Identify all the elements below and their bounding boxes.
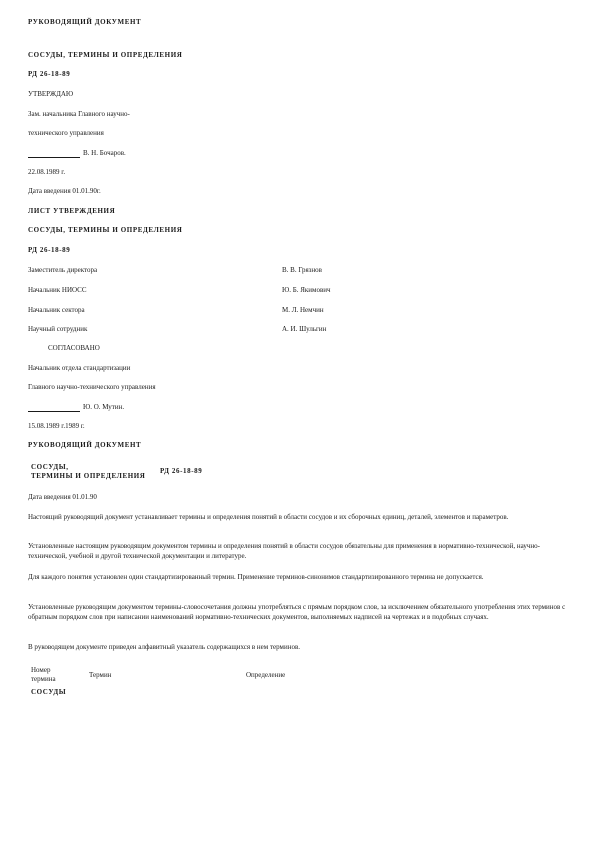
paragraph: Установленные настоящим руководящим документом термины и определения понятий в области сосудов обязательны для применения в нормативно-технической, научно-технической, учебной и другой технической документации и литературе. bbox=[28, 542, 540, 560]
table-header-number-line1: Номер bbox=[31, 666, 51, 674]
doc-type-heading: РУКОВОДЯЩИЙ ДОКУМЕНТ bbox=[28, 18, 142, 26]
document-type-heading: РУКОВОДЯЩИЙ ДОКУМЕНТ bbox=[28, 441, 142, 449]
agreed-position-line2: Главного научно-технического управления bbox=[28, 383, 156, 391]
agreed-position-line1: Начальник отдела стандартизации bbox=[28, 364, 131, 372]
table-header-term: Термин bbox=[89, 671, 112, 679]
approval-position-line1: Зам. начальника Главного научно- bbox=[28, 110, 130, 118]
agreed-label: СОГЛАСОВАНО bbox=[48, 344, 100, 352]
sheet-title: СОСУДЫ, ТЕРМИНЫ И ОПРЕДЕЛЕНИЯ bbox=[28, 226, 183, 234]
agreed-date: 15.08.1989 г.1989 г. bbox=[28, 422, 85, 430]
agreed-signature-line bbox=[28, 403, 124, 412]
signer-name: А. И. Шульгин bbox=[282, 325, 327, 333]
signer-name: Ю. Б. Якимович bbox=[282, 286, 331, 294]
paragraph: Настоящий руководящий документ устанавливает термины и определения понятий в области сосудов и их сборочных единиц, деталей, элементов и параметров. bbox=[28, 513, 509, 521]
paragraph: В руководящем документе приведен алфавитный указатель содержащихся в нем терминов. bbox=[28, 643, 300, 651]
agreed-signatory: Ю. О. Мутин. bbox=[83, 403, 125, 411]
signer-position: Заместитель директора bbox=[28, 266, 98, 274]
signer-name: М. Л. Немчин bbox=[282, 306, 324, 314]
table-header-number-line2: термина bbox=[31, 675, 56, 683]
paragraph: Установленные руководящим документом термины-словосочетания должны употребляться с прямым порядком слов, за исключением обязательного употребления этих терминов с обратным порядком слов при написании наименований нормативно-технических документов, выполняемых надписей на чертежах и в подобных случаях. bbox=[28, 603, 566, 621]
approval-signature-line bbox=[28, 149, 126, 158]
approval-date: 22.08.1989 г. bbox=[28, 168, 66, 176]
signature-blank bbox=[28, 151, 80, 158]
sheet-code: РД 26-18-89 bbox=[28, 246, 71, 254]
approval-signatory: В. Н. Бочаров. bbox=[83, 149, 126, 157]
doc-code: РД 26-18-89 bbox=[28, 70, 71, 78]
signer-position: Научный сотрудник bbox=[28, 325, 88, 333]
table-header-definition: Определение bbox=[246, 671, 286, 679]
signer-position: Начальник сектора bbox=[28, 306, 85, 314]
paragraph: Для каждого понятия установлен один стандартизированный термин. Применение терминов-синонимов стандартизированного термина не допускается. bbox=[28, 573, 484, 581]
approval-position-line2: технического управления bbox=[28, 129, 104, 137]
document-title-line1: СОСУДЫ, bbox=[31, 463, 69, 471]
signer-position: Начальник НИОСС bbox=[28, 286, 87, 294]
doc-title: СОСУДЫ, ТЕРМИНЫ И ОПРЕДЕЛЕНИЯ bbox=[28, 51, 183, 59]
document-title-line2: ТЕРМИНЫ И ОПРЕДЕЛЕНИЯ bbox=[31, 472, 146, 480]
document-code: РД 26-18-89 bbox=[160, 467, 203, 475]
signer-name: В. В. Грязнов bbox=[282, 266, 322, 274]
approve-label: УТВЕРЖДАЮ bbox=[28, 90, 74, 98]
signature-blank bbox=[28, 405, 80, 412]
document-intro-date: Дата введения 01.01.90 bbox=[28, 493, 97, 501]
section-heading: СОСУДЫ bbox=[31, 688, 67, 696]
sheet-heading: ЛИСТ УТВЕРЖДЕНИЯ bbox=[28, 207, 116, 215]
approval-intro-date: Дата введения 01.01.90г. bbox=[28, 187, 101, 195]
